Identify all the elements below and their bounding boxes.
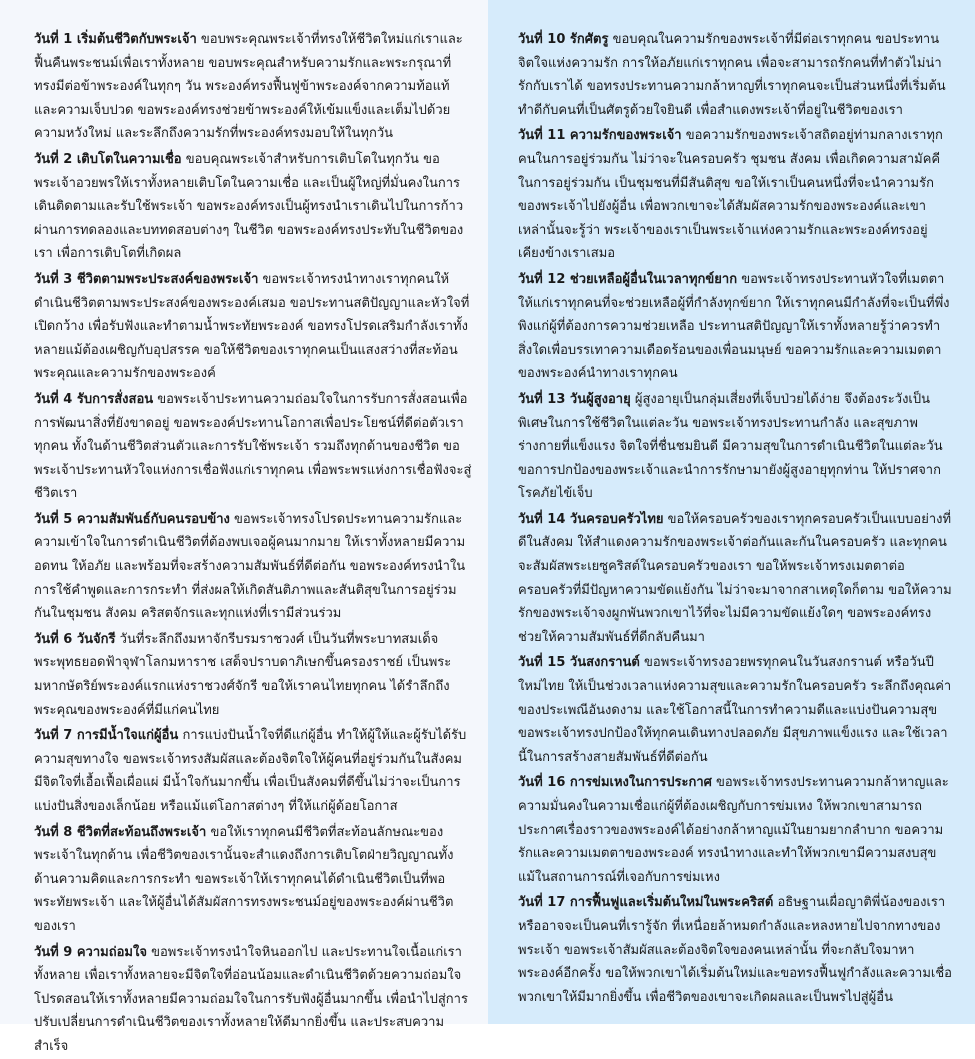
entry-heading: วันที่ 7 การมีน้ำใจแก่ผู้อื่น [34, 728, 179, 744]
entry-heading: วันที่ 5 ความสัมพันธ์กับคนรอบข้าง [34, 511, 230, 527]
prayer-entry-day-13 [518, 388, 953, 506]
entry-body: ขอพระเจ้าประทานความถ่อมใจในการรับการสั่งสอนเพื่อการพัฒนาสิ่งที่ยังขาดอยู่ ขอพระองค์ประทานโอกาสเพื่อประโยชน์ที่ดีต่อตัวเราทุกคน ทั้งในด้านชีวิตส่วนตัวและการรับใช้พระเจ้า รวมถึงทุกด้านของชีวิต ขอพระเจ้าประทานหัวใจแห่งการเชื่อฟังแก่เราทุกคน เพื่อพระพรแห่งการเชื่อฟังจะสู่ชีวิตเรา [34, 391, 472, 502]
prayer-entry-day-2 [34, 148, 472, 266]
entry-heading: วันที่ 6 วันจักรี [34, 631, 116, 647]
prayer-entry-day-14 [518, 508, 953, 650]
entry-body: ขอพระเจ้าทรงนำใจหินออกไป และประทานใจเนื้อแก่เราทั้งหลาย เพื่อเราทั้งหลายจะมีจิตใจที่อ่อนน้อมและดำเนินชีวิตด้วยความถ่อมใจ โปรดสอนให้เราทั้งหลายมีความถ่อมใจในการรับฟังผู้อื่นมากขึ้น เพื่อนำไปสู่การปรับเปลี่ยนการดำเนินชีวิตของเราทั้งหลายให้ดีมากยิ่งขึ้น และประสบความสำเร็จ [34, 944, 468, 1054]
entry-heading: วันที่ 13 วันผู้สูงอายุ [518, 391, 631, 407]
entry-heading: วันที่ 1 เริ่มต้นชีวิตกับพระเจ้า [34, 32, 197, 47]
entry-body: ขอความรักของพระเจ้าสถิตอยู่ท่ามกลางเราทุกคนในการอยู่ร่วมกัน ไม่ว่าจะในครอบครัว ชุมชน สังคม เพื่อเกิดความสามัคคีในการอยู่ร่วมกัน เป็นชุมชนที่มีสันติสุข ขอให้เราเป็นคนหนึ่งที่จะนำความรักของพระเจ้าไปยังผู้อื่น เพื่อพวกเขาจะได้สัมผัสความรักของพระองค์และเขาเหล่านั้นจะรู้ว่า พระเจ้าของเราเป็นพระเจ้าแห่งความรักและพระองค์ทรงอยู่เคียงข้างเราเสมอ [518, 128, 943, 262]
prayer-entry-day-3 [34, 268, 472, 386]
entry-heading: วันที่ 3 ชีวิตตามพระประสงค์ของพระเจ้า [34, 271, 259, 287]
entry-body: ขอบพระคุณพระเจ้าที่ทรงให้ชีวิตใหม่แก่เราและฟื้นคืนพระชนม์เพื่อเราทั้งหลาย ขอบพระคุณสำหรับความรักและพระกรุณาที่ทรงมีต่อข้าพระองค์ในทุกๆ วัน พระองค์ทรงฟื้นฟูข้าพระองค์จากความท้อแท้และความเจ็บปวด ขอพระองค์ทรงช่วยข้าพระองค์ให้เข้มแข็งและเต็มไปด้วยความหวังใหม่ และระลึกถึงความรักที่พระองค์ทรงมอบให้ในทุกวัน [34, 32, 463, 142]
entry-body: ขอพระเจ้าทรงประทานหัวใจที่เมตตาให้แก่เราทุกคนที่จะช่วยเหลือผู้ที่กำลังทุกข์ยาก ให้เราทุกคนมีกำลังที่จะเป็นที่พึ่งพิงแก่ผู้ที่ต้องการความช่วยเหลือ ประทานสติปัญญาให้เราทั้งหลายรู้ว่าควรทำสิ่งใดเพื่อบรรเทาความเดือดร้อนของเพื่อนมนุษย์ ขอความรักและความเมตตาของพระองค์นำทางเราทุกคน [518, 271, 950, 382]
entry-heading: วันที่ 17 การฟื้นฟูและเริ่มต้นใหม่ในพระคริสต์ [518, 895, 774, 911]
entry-body: ขอพระเจ้าทรงอวยพรทุกคนในวันสงกรานต์ หรือวันปีใหม่ไทย ให้เป็นช่วงเวลาแห่งความสุขและความรักในครอบครัว ระลึกถึงคุณค่าของประเพณีอันงดงาม และใช้โอกาสนี้ในการทำความดีและแบ่งปันความสุข ขอพระเจ้าทรงปกป้องให้ทุกคนเดินทางปลอดภัย มีสุขภาพแข็งแรง และใช้เวลานี้ในการสร้างสายสัมพันธ์ที่ดีต่อกัน [518, 655, 952, 765]
prayer-entry-day-1 [34, 28, 472, 146]
entry-body: ขอบคุณในความรักของพระเจ้าที่มีต่อเราทุกคน ขอประทานจิตใจแห่งความรัก การให้อภัยแก่เราทุกคน เพื่อจะสามารถรักคนที่ทำตัวไม่น่ารักกับเราได้ ขอทรงประทานความกล้าหาญที่เราทุกคนจะเป็นส่วนหนึ่งที่เริ่มต้นทำดีกับคนที่เป็นศัตรูด้วยใจยินดี เพื่อสำแดงพระเจ้าที่อยู่ในชีวิตของเรา [518, 32, 946, 118]
prayer-entry-day-6 [34, 628, 472, 722]
prayer-entry-day-9 [34, 941, 472, 1059]
entry-heading: วันที่ 15 วันสงกรานต์ [518, 655, 640, 671]
prayer-entry-day-7 [34, 724, 472, 818]
entry-heading: วันที่ 12 ช่วยเหลือผู้อื่นในเวลาทุกข์ยาก [518, 271, 738, 287]
prayer-entry-day-4 [34, 388, 472, 506]
entry-heading: วันที่ 4 รับการสั่งสอน [34, 391, 154, 407]
entry-heading: วันที่ 10 รักศัตรู [518, 32, 609, 47]
prayer-entry-day-5 [34, 508, 472, 626]
entry-heading: วันที่ 11 ความรักของพระเจ้า [518, 128, 682, 144]
entry-heading: วันที่ 14 วันครอบครัวไทย [518, 511, 664, 527]
entry-body: อธิษฐานเผื่อญาติพี่น้องของเราหรืออาจจะเป็นคนที่เรารู้จัก ที่เหนื่อยล้าหมดกำลังและหลงหายไปจากทางของพระเจ้า ขอพระเจ้าสัมผัสและต้องจิตใจของคนเหล่านั้น ที่จะกลับใจมาหาพระองค์อีกครั้ง ขอให้พวกเขาได้เริ่มต้นใหม่และขอทรงฟื้นฟูกำลังและความเชื่อพวกเขาให้มีมากยิ่งขึ้น เพื่อชีวิตของเขาจะเกิดผลและเป็นพรไปสู่ผู้อื่น [518, 895, 952, 1005]
left-column [0, 0, 488, 1054]
entry-heading: วันที่ 9 ความถ่อมใจ [34, 944, 147, 960]
entry-body: การแบ่งปันน้ำใจที่ดีแก่ผู้อื่น ทำให้ผู้ให้และผู้รับได้รับความสุขทางใจ ขอพระเจ้าทรงสัมผัสและต้องจิตใจให้ผู้คนที่อยู่ร่วมกันในสังคม มีจิตใจที่เอื้อเฟื้อเผื่อแผ่ มีน้ำใจกันมากขึ้น เพื่อเป็นสังคมที่ดีขึ้นไม่ว่าจะเป็นการแบ่งปันสิ่งของเล็กน้อย หรือแม้แต่โอกาสต่างๆ ที่ให้แก่ผู้ด้อยโอกาส [34, 728, 467, 814]
entry-body: วันที่ระลึกถึงมหาจักรีบรมราชวงศ์ เป็นวันที่พระบาทสมเด็จพระพุทธยอดฟ้าจุฬาโลกมหาราช เสด็จปราบดาภิเษกขึ้นครองราชย์ เป็นพระมหากษัตริย์พระองค์แรกแห่งราชวงศ์จักรี ขอให้เราคนไทยทุกคน ได้รำลึกถึงพระคุณของพระองค์ที่มีแก่คนไทย [34, 631, 452, 718]
entry-heading: วันที่ 8 ชีวิตที่สะท้อนถึงพระเจ้า [34, 824, 207, 840]
entry-body: ขอให้เราทุกคนมีชีวิตที่สะท้อนลักษณะของพระเจ้าในทุกด้าน เพื่อชีวิตของเรานั้นจะสำแดงถึงการเติบโตฝ่ายวิญญาณทั้งด้านความคิดและการกระทำ ขอพระเจ้าให้เราทุกคนได้ดำเนินชีวิตเป็นที่พอพระทัยพระเจ้า และให้ผู้อื่นได้สัมผัสการทรงพระชนม์อยู่ของพระองค์ผ่านชีวิตของเรา [34, 824, 454, 934]
entry-heading: วันที่ 2 เติบโตในความเชื่อ [34, 151, 182, 167]
right-column [488, 0, 975, 1024]
prayer-entry-day-15 [518, 651, 953, 769]
prayer-entry-day-11 [518, 124, 953, 266]
prayer-entry-day-12 [518, 268, 953, 386]
entry-body: ขอให้ครอบครัวของเราทุกครอบครัวเป็นแบบอย่างที่ดีในสังคม ให้สำแดงความรักของพระเจ้าต่อกันและกันในครอบครัว และทุกคนจะสัมผัสพระเยซูคริสต์ในครอบครัวของเรา ขอให้พระเจ้าทรงเมตตาต่อครอบครัวที่มีปัญหาความขัดแย้งกัน ไม่ว่าจะมาจากสาเหตุใดก็ตาม ขอให้ความรักของพระเจ้าจงผูกพันพวกเขาไว้ที่จะไม่มีความขัดแย้งใดๆ ขอพระองค์ทรงช่วยให้ความสัมพันธ์ที่ดีกลับคืนมา [518, 511, 952, 645]
prayer-entry-day-16 [518, 771, 953, 889]
prayer-entry-day-17 [518, 891, 953, 1009]
prayer-entry-day-10 [518, 28, 953, 122]
entry-body: ขอพระเจ้าทรงประทานความกล้าหาญและความมั่นคงในความเชื่อแก่ผู้ที่ต้องเผชิญกับการข่มเหง ให้พวกเขาสามารถประกาศเรื่องราวของพระองค์ได้อย่างกล้าหาญแม้ในยามยากลำบาก ขอความรักและความเมตตาของพระองค์ ทรงนำทางและทำให้พวกเขามีความสงบสุขแม้ในสถานการณ์ที่เจอกับการข่มเหง [518, 775, 949, 885]
entry-body: ขอพระเจ้าทรงนำทางเราทุกคนให้ดำเนินชีวิตตามพระประสงค์ของพระองค์เสมอ ขอประทานสติปัญญาและหัวใจที่เปิดกว้าง เพื่อรับฟังและทำตามน้ำพระทัยพระองค์ ขอทรงโปรดเสริมกำลังเราทั้งหลายแม้ต้องเผชิญกับอุปสรรค ขอให้ชีวิตของเราทุกคนเป็นแสงสว่างที่สะท้อนพระคุณและความรักของพระองค์ [34, 271, 470, 382]
prayer-entry-day-8 [34, 821, 472, 939]
entry-heading: วันที่ 16 การข่มเหงในการประกาศ [518, 775, 712, 791]
entry-body: ขอพระเจ้าทรงโปรดประทานความรักและความเข้าใจในการดำเนินชีวิตที่ต้องพบเจอผู้คนมากมาย ให้เราทั้งหลายมีความอดทน ให้อภัย และพร้อมที่จะสร้างความสัมพันธ์ที่ดีต่อกัน ขอพระองค์ทรงนำในการใช้คำพูดและการกระทำ ที่ส่งผลให้เกิดสันติภาพและสันติสุขในการอยู่ร่วมกันในชุมชน สังคม คริสตจักรและทุกแห่งที่เรามีส่วนร่วม [34, 511, 466, 622]
entry-body: ผู้สูงอายุเป็นกลุ่มเสี่ยงที่เจ็บป่วยได้ง่าย จึงต้องระวังเป็นพิเศษในการใช้ชีวิตในแต่ละวัน ขอพระเจ้าทรงประทานกำลัง และสุขภาพร่างกายที่แข็งแรง จิตใจที่ชื่นชมยินดี มีความสุขในการดำเนินชีวิตในแต่ละวัน ขอการปกป้องของพระเจ้าและนำการรักษามายังผู้สูงอายุทุกท่าน ให้ปราศจากโรคภัยไข้เจ็บ [518, 391, 943, 502]
entry-body: ขอบคุณพระเจ้าสำหรับการเติบโตในทุกวัน ขอพระเจ้าอวยพรให้เราทั้งหลายเติบโตในความเชื่อ และเป็นผู้ใหญ่ที่มั่นคงในการเดินติดตามและรับใช้พระเจ้า ขอพระองค์ทรงเป็นผู้ทรงนำเราเดินไปในการก้าวผ่านการทดลองและบททดสอบต่างๆ ในชีวิต ขอพระองค์ทรงประทับในชีวิตของเรา เพื่อการเติบโตที่เกิดผล [34, 151, 464, 262]
